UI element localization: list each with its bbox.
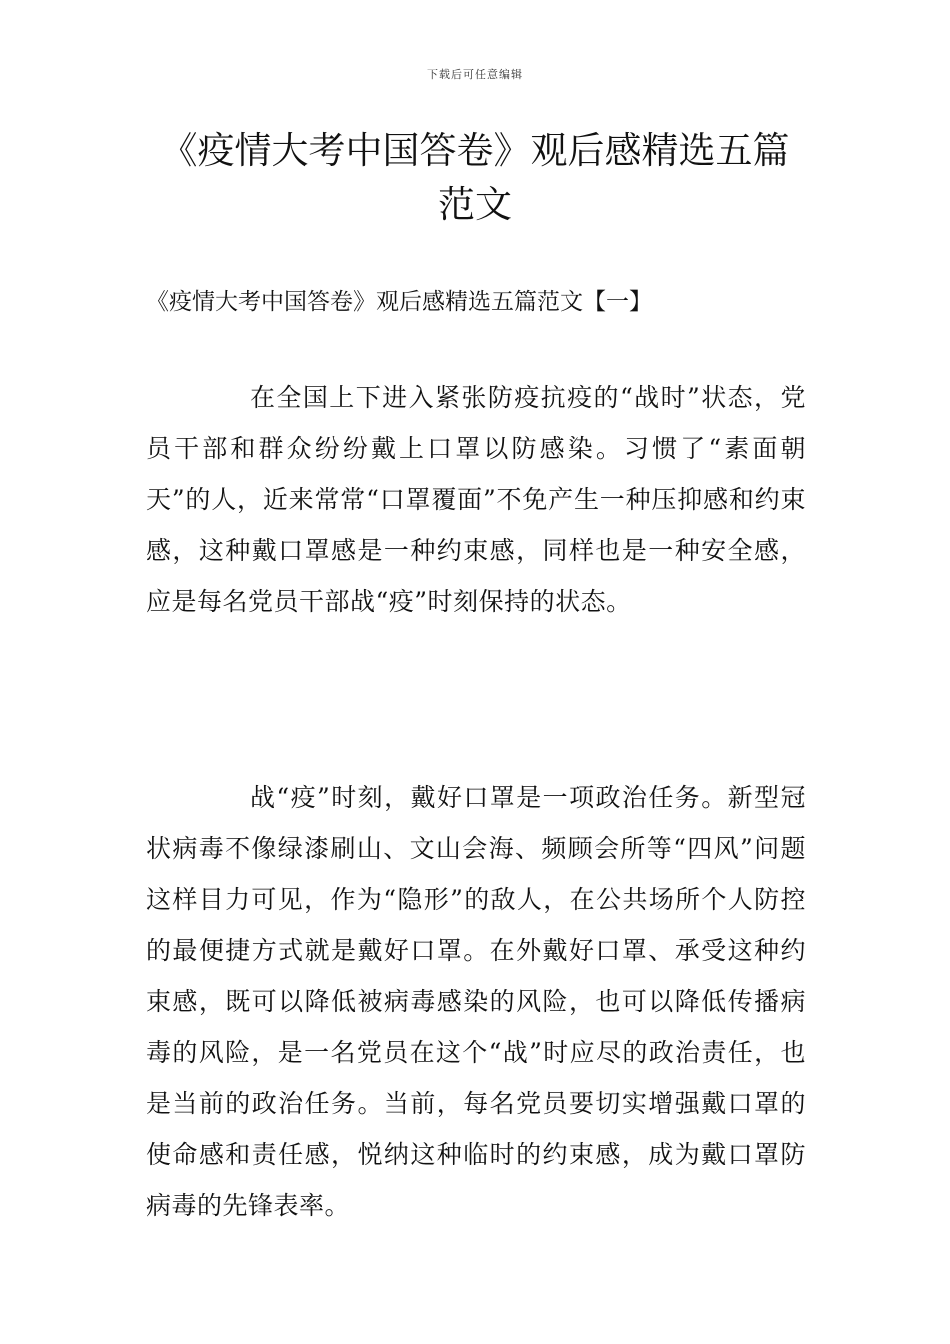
paragraph: 战“疫”时刻，戴好口罩是一项政治任务。新型冠状病毒不像绿漆刷山、文山会海、频顾会所等“四风”问题这样目力可见，作为“隐形”的敌人，在公共场所个人防控的最便捷方式就是戴好口罩。在外戴好口罩、承受这种约束感，既可以降低被病毒感染的风险，也可以降低传播病毒的风险，是一名党员在这个“战”时应尽的政治责任，也是当前的政治任务。当前，每名党员要切实增强戴口罩的使命感和责任感，悦纳这种临时的约束感，成为戴口罩防病毒的先锋表率。 [146,783,806,1220]
section-heading: 《疫情大考中国答卷》观后感精选五篇范文【一】 [146,289,652,315]
header-note: 下载后可任意编辑 [427,68,523,81]
document-title: 《疫情大考中国答卷》观后感精选五篇范文 [160,129,790,226]
paragraph: 在全国上下进入紧张防疫抗疫的“战时”状态，党员干部和群众纷纷戴上口罩以防感染。习惯了“素面朝天”的人，近来常常“口罩覆面”不免产生一种压抑感和约束感，这种戴口罩感是一种约束感，同样也是一种安全感，应是每名党员干部战“疫”时刻保持的状态。 [146,383,806,616]
